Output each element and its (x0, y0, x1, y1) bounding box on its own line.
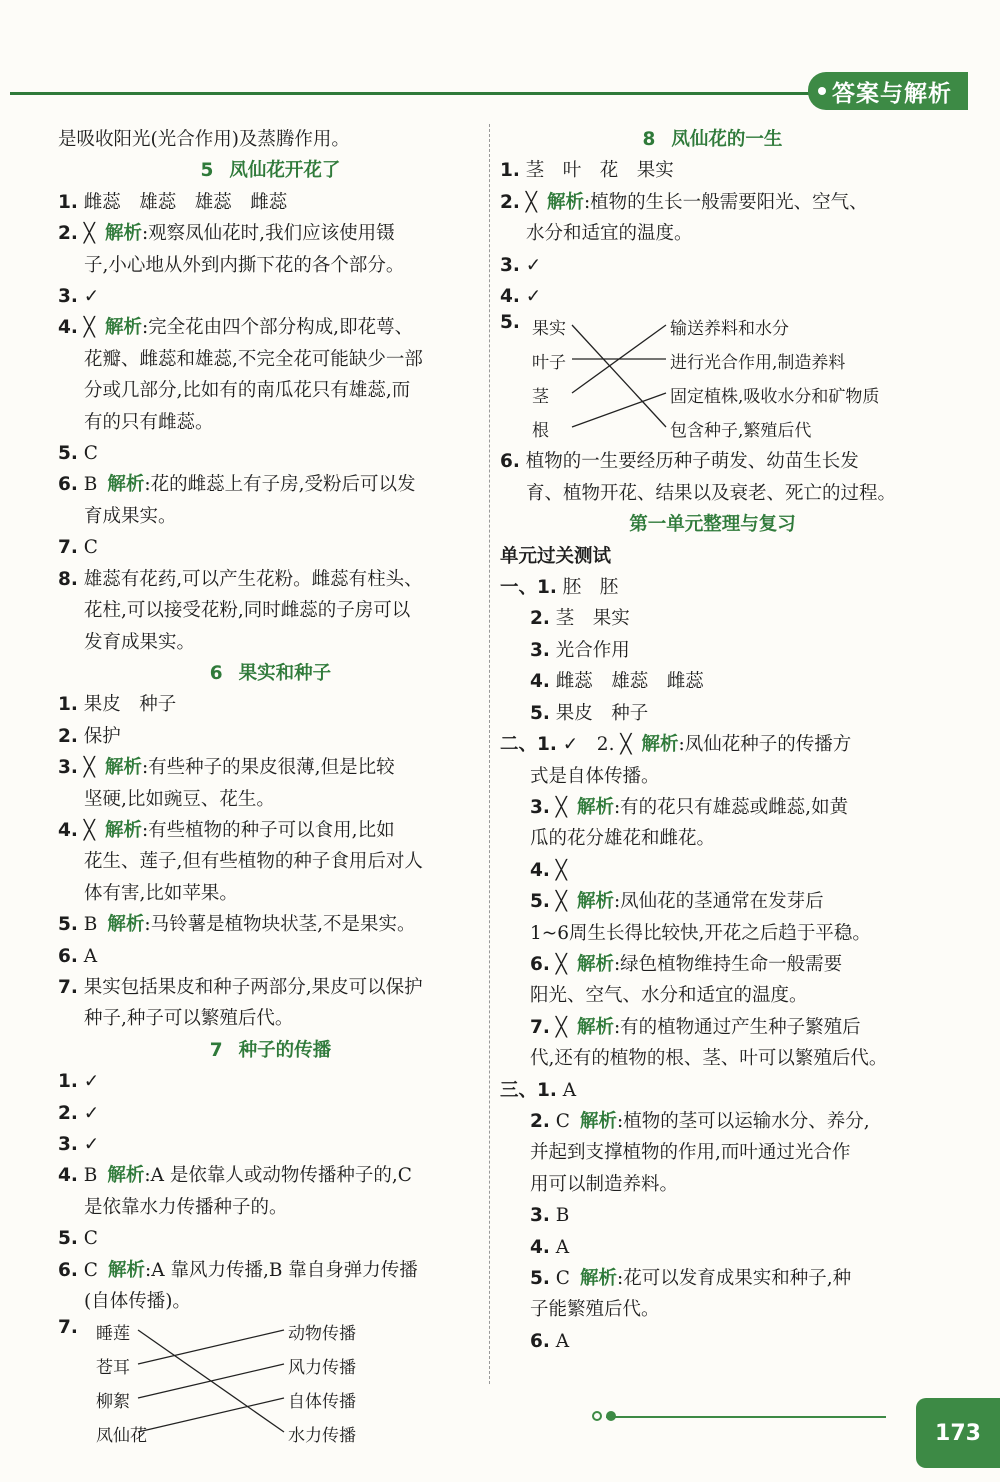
answer-text: 发育成果实。 (84, 631, 196, 653)
answer-item (500, 1263, 925, 1294)
answer-item (500, 1326, 925, 1357)
answer-item (58, 752, 483, 783)
header-tab-label: 答案与解析 (832, 80, 952, 107)
section-title: 5 凤仙花开花了 (200, 160, 341, 182)
header-tab (808, 72, 968, 110)
analysis-label: 解析 (579, 1268, 617, 1289)
answer-continuation (58, 344, 483, 375)
analysis-label: 解析 (107, 1259, 145, 1281)
match-line (572, 325, 666, 427)
right-column (500, 124, 925, 1357)
answer-number: 1. (58, 694, 78, 716)
answer-text: ✓ (83, 286, 100, 308)
answer-continuation (58, 595, 483, 626)
answer-number: 3. (58, 757, 78, 779)
answer-continuation (58, 1003, 483, 1034)
analysis-label: 解析 (576, 953, 614, 975)
answer-text: ✓ (83, 1102, 100, 1124)
answer-text: ╳ (83, 757, 95, 779)
answer-text: 花柱,可以接受花粉,同时雌蕊的子房可以 (84, 600, 411, 622)
answer-number: 1. (500, 160, 520, 182)
section-7-answers (58, 1066, 483, 1317)
answer-item (58, 1098, 483, 1129)
answer-text: ✓ 2. ╳ (562, 734, 632, 756)
analysis-label: 解析 (576, 1016, 614, 1038)
answer-number: 2. (58, 1102, 78, 1124)
section-6-answers (58, 689, 483, 1034)
answer-item (58, 909, 483, 940)
answer-item (500, 1012, 925, 1043)
answer-text: 育成果实。 (84, 505, 177, 527)
match-right-item: 动物传播 (288, 1324, 356, 1345)
answer-continuation (58, 846, 483, 877)
answer-text: C (83, 443, 98, 465)
match-left-item: 叶子 (532, 353, 566, 374)
answer-number: 5. (530, 1268, 550, 1289)
match-right-item: 风力传播 (288, 1358, 356, 1379)
answer-item (58, 1129, 483, 1160)
answer-text: 阳光、空气、水分和适宜的温度。 (530, 985, 808, 1007)
answer-item (500, 446, 925, 477)
answer-item (500, 886, 925, 917)
answer-text: 茎 果实 (555, 608, 630, 630)
answer-text: 果皮 种子 (83, 694, 177, 716)
answer-number: 4. (58, 1165, 78, 1187)
answer-text: ✓ (525, 286, 542, 308)
answer-text: 坚硬,比如豌豆、花生。 (84, 788, 275, 810)
answer-number: 7. (530, 1016, 550, 1038)
answer-number: 6. (500, 451, 520, 473)
answer-continuation (500, 1169, 925, 1200)
answer-item (500, 1075, 925, 1106)
answer-text: B (83, 1165, 98, 1187)
match-right-item: 包含种子,繁殖后代 (670, 421, 812, 442)
analysis-label: 解析 (107, 1165, 145, 1187)
answer-number: 7. (58, 1317, 78, 1339)
footer-dot (592, 1411, 602, 1421)
answer-item (58, 312, 483, 343)
answer-text: ╳ (83, 317, 95, 339)
answer-item (58, 187, 483, 218)
answer-item (58, 1223, 483, 1254)
answer-number: 7. (58, 976, 78, 998)
answer-continuation (500, 761, 925, 792)
answer-number: 4. (530, 671, 550, 693)
answer-number: 5. (500, 312, 520, 334)
analysis-text: :A 是依靠人或动物传播种子的,C (144, 1165, 412, 1187)
answer-text: ╳ (555, 953, 567, 975)
answer-continuation (500, 478, 925, 509)
answer-text: C (555, 1268, 570, 1289)
answer-text: C (83, 537, 98, 559)
answer-number: 5. (58, 914, 78, 936)
header-rule (10, 92, 810, 95)
answer-continuation (500, 918, 925, 949)
answer-number: 3. (58, 286, 78, 308)
answer-text: 光合作用 (555, 639, 630, 661)
analysis-text: :有的植物通过产生种子繁殖后 (613, 1016, 861, 1038)
answer-item (58, 281, 483, 312)
matching-diagram (58, 1317, 483, 1445)
answer-number: 一、1. (500, 577, 557, 599)
answer-text: 水分和适宜的温度。 (526, 223, 693, 245)
match-left-item: 苍耳 (96, 1358, 130, 1379)
bullet-icon (818, 87, 826, 95)
analysis-label: 解析 (579, 1110, 617, 1132)
answer-text: 分或几部分,比如有的南瓜花只有雄蕊,而 (84, 380, 411, 402)
answer-item (500, 1106, 925, 1137)
match-line (138, 1330, 284, 1364)
match-right-item: 输送养料和水分 (670, 319, 789, 340)
analysis-text: :花的雌蕊上有子房,受粉后可以发 (144, 474, 416, 496)
answer-text: 瓜的花分雄花和雌花。 (530, 828, 716, 850)
match-left-item: 果实 (532, 319, 566, 340)
answer-text: 子能繁殖后代。 (530, 1299, 660, 1321)
match-line (138, 1398, 284, 1432)
answer-number: 3. (58, 1134, 78, 1155)
analysis-text: :马铃薯是植物块状茎,不是果实。 (144, 914, 416, 936)
answer-number: 二、1. (500, 734, 557, 756)
answer-text: ╳ (525, 191, 537, 213)
answer-number: 1. (58, 1071, 78, 1093)
analysis-label: 解析 (104, 223, 142, 245)
answer-item (500, 635, 925, 666)
answer-text: 体有害,比如苹果。 (84, 882, 238, 904)
answer-continuation (58, 407, 483, 438)
answer-text: 雄蕊有花药,可以产生花粉。雌蕊有柱头、 (83, 568, 423, 590)
analysis-label: 解析 (107, 914, 145, 936)
answer-number: 2. (58, 223, 78, 245)
answer-text: B (83, 914, 98, 936)
answer-continuation (500, 218, 925, 249)
answer-number: 1. (58, 191, 78, 213)
answer-number: 3. (530, 796, 550, 818)
section-8-answers-cont (500, 446, 925, 509)
answer-text: 茎 叶 花 果实 (525, 160, 674, 182)
answer-text: 花瓣、雌蕊和雄蕊,不完全花可能缺少一部 (84, 348, 423, 370)
analysis-text: :植物的生长一般需要阳光、空气、 (583, 191, 868, 213)
answer-number: 7. (58, 537, 78, 559)
answer-text: 育、植物开花、结果以及衰老、死亡的过程。 (526, 482, 897, 504)
answer-text: A (562, 1079, 577, 1101)
match-right-item: 进行光合作用,制造养料 (670, 353, 846, 374)
answer-item (500, 666, 925, 697)
answer-item (58, 1160, 483, 1191)
answer-number: 3. (530, 1205, 550, 1227)
match-right-item: 水力传播 (288, 1426, 356, 1447)
analysis-label: 解析 (576, 796, 614, 818)
section-8-answers (500, 155, 925, 312)
answer-text: ╳ (555, 891, 567, 913)
answer-item (58, 815, 483, 846)
answer-text: C (555, 1110, 570, 1132)
answer-text: (自体传播)。 (84, 1291, 191, 1313)
answer-text: 用可以制造养料。 (530, 1173, 679, 1195)
analysis-text: :绿色植物维持生命一般需要 (613, 953, 843, 975)
answer-text: 雌蕊 雄蕊 雄蕊 雌蕊 (83, 191, 288, 213)
answer-number: 5. (530, 702, 550, 724)
answer-text: ╳ (555, 859, 567, 881)
answer-text: 是依靠水力传播种子的。 (84, 1196, 288, 1218)
answer-text: C (83, 1259, 98, 1281)
answer-text: 1~6周生长得比较快,开花之后趋于平稳。 (530, 922, 871, 944)
section-title: 8 凤仙花的一生 (642, 129, 783, 150)
answer-text: 保护 (83, 725, 121, 747)
answer-text: A (83, 945, 98, 967)
answer-number: 6. (530, 1330, 550, 1352)
answer-number: 2. (500, 191, 520, 213)
match-left-item: 根 (532, 421, 549, 442)
answer-item (58, 689, 483, 720)
answer-number: 5. (530, 891, 550, 913)
answer-item (500, 729, 925, 760)
analysis-label: 解析 (546, 191, 584, 213)
left-column (58, 124, 483, 1445)
answer-number: 4. (58, 819, 78, 841)
answer-text: C (83, 1228, 98, 1250)
answer-text: 胚 胚 (562, 577, 619, 599)
answer-text: 雌蕊 雄蕊 雌蕊 (555, 671, 704, 693)
analysis-text: :观察凤仙花时,我们应该使用镊 (141, 223, 395, 245)
page-number: 173 (916, 1398, 1000, 1468)
answer-text: ✓ (83, 1071, 100, 1093)
answer-continuation (500, 1043, 925, 1074)
answer-text: 种子,种子可以繁殖后代。 (84, 1008, 294, 1030)
analysis-text: :有些植物的种子可以食用,比如 (141, 819, 395, 841)
answer-number: 2. (530, 608, 550, 630)
analysis-label: 解析 (107, 474, 145, 496)
answer-number: 3. (500, 254, 520, 276)
answer-continuation (58, 1192, 483, 1223)
match-left-item: 凤仙花 (96, 1426, 147, 1447)
answer-text: 式是自体传播。 (530, 765, 660, 787)
answer-item (500, 792, 925, 823)
answer-text: 果实包括果皮和种子两部分,果皮可以保护 (83, 976, 423, 998)
match-left-item: 茎 (532, 387, 549, 408)
answer-item (58, 972, 483, 1003)
match-line (138, 1364, 284, 1398)
answer-item (58, 218, 483, 249)
unit-subtitle: 单元过关测试 (500, 545, 612, 567)
analysis-text: :花可以发育成果实和种子,种 (616, 1268, 852, 1289)
answer-continuation (58, 1286, 483, 1317)
answer-continuation (58, 501, 483, 532)
answer-item (58, 1066, 483, 1097)
match-left-item: 柳絮 (96, 1392, 130, 1413)
analysis-text: :凤仙花的茎通常在发芽后 (613, 891, 824, 913)
answer-continuation (58, 250, 483, 281)
answer-continuation (500, 980, 925, 1011)
answer-number: 3. (530, 639, 550, 661)
answer-item (58, 438, 483, 469)
answer-text: ╳ (83, 223, 95, 245)
analysis-text: :有些种子的果皮很薄,但是比较 (141, 757, 395, 779)
answer-number: 2. (530, 1110, 550, 1132)
answer-text: B (83, 474, 98, 496)
answer-text: 植物的一生要经历种子萌发、幼苗生长发 (525, 451, 859, 473)
unit-title: 第一单元整理与复习 (629, 514, 796, 536)
answer-item (500, 698, 925, 729)
answer-continuation (58, 878, 483, 909)
answer-text: ✓ (525, 254, 542, 276)
answer-text: ✓ (83, 1134, 100, 1155)
answer-item (500, 1200, 925, 1231)
section-title: 6 果实和种子 (209, 662, 332, 684)
section-5-answers (58, 187, 483, 658)
answer-continuation (500, 823, 925, 854)
answer-number: 三、1. (500, 1079, 557, 1101)
answer-item (58, 941, 483, 972)
matching-diagram (500, 312, 925, 446)
answer-item (500, 250, 925, 281)
answer-continuation (500, 1137, 925, 1168)
answer-number: 6. (58, 945, 78, 967)
answer-text: 有的只有雌蕊。 (84, 411, 214, 433)
answer-text: 并起到支撑植物的作用,而叶通过光合作 (530, 1142, 851, 1164)
answer-text: 代,还有的植物的根、茎、叶可以繁殖后代。 (530, 1048, 888, 1070)
answer-text: ╳ (555, 796, 567, 818)
analysis-text: :植物的茎可以运输水分、养分, (616, 1110, 870, 1132)
answer-item (500, 572, 925, 603)
answer-item (58, 721, 483, 752)
continuation-line: 是吸收阳光(光合作用)及蒸腾作用。 (58, 129, 350, 150)
answer-item (500, 1232, 925, 1263)
answer-item (500, 949, 925, 980)
footer-rule (606, 1416, 886, 1418)
match-left-item: 睡莲 (96, 1324, 130, 1345)
analysis-text: :凤仙花种子的传播方 (678, 734, 852, 756)
answer-number: 4. (58, 317, 78, 339)
unit-test-answers (500, 572, 925, 1357)
match-right-item: 自体传播 (288, 1392, 356, 1413)
column-divider (489, 124, 490, 1384)
answer-number: 6. (530, 953, 550, 975)
answer-number: 5. (58, 443, 78, 465)
answer-continuation (500, 1294, 925, 1325)
answer-item (500, 855, 925, 886)
answer-continuation (58, 375, 483, 406)
analysis-label: 解析 (104, 317, 142, 339)
answer-item (58, 532, 483, 563)
answer-item (58, 1255, 483, 1286)
match-right-item: 固定植株,吸收水分和矿物质 (670, 387, 880, 408)
analysis-label: 解析 (104, 819, 142, 841)
answer-continuation (58, 784, 483, 815)
answer-continuation (58, 627, 483, 658)
answer-text: A (555, 1330, 570, 1352)
analysis-label: 解析 (576, 891, 614, 913)
answer-number: 8. (58, 568, 78, 590)
answer-number: 5. (58, 1228, 78, 1250)
answer-item (500, 187, 925, 218)
answer-number: 2. (58, 725, 78, 747)
answer-text: ╳ (83, 819, 95, 841)
answer-item (500, 155, 925, 186)
analysis-text: :完全花由四个部分构成,即花萼、 (141, 317, 414, 339)
analysis-text: :有的花只有雄蕊或雌蕊,如黄 (613, 796, 849, 818)
section-title: 7 种子的传播 (209, 1039, 332, 1061)
answer-number: 6. (58, 1259, 78, 1281)
analysis-label: 解析 (641, 734, 679, 756)
answer-text: B (555, 1205, 570, 1227)
answer-text: ╳ (555, 1016, 567, 1038)
answer-text: 子,小心地从外到内撕下花的各个部分。 (84, 254, 405, 276)
analysis-text: :A 靠风力传播,B 靠自身弹力传播 (144, 1259, 418, 1281)
answer-number: 4. (500, 286, 520, 308)
analysis-label: 解析 (104, 757, 142, 779)
answer-number: 4. (530, 859, 550, 881)
answer-item (58, 469, 483, 500)
answer-number: 4. (530, 1236, 550, 1258)
answer-item (58, 564, 483, 595)
match-line (572, 393, 666, 427)
answer-item (500, 603, 925, 634)
answer-text: 果皮 种子 (555, 702, 649, 724)
answer-number: 6. (58, 474, 78, 496)
answer-text: 花生、莲子,但有些植物的种子食用后对人 (84, 851, 423, 873)
answer-item (500, 281, 925, 312)
answer-text: A (555, 1236, 570, 1258)
